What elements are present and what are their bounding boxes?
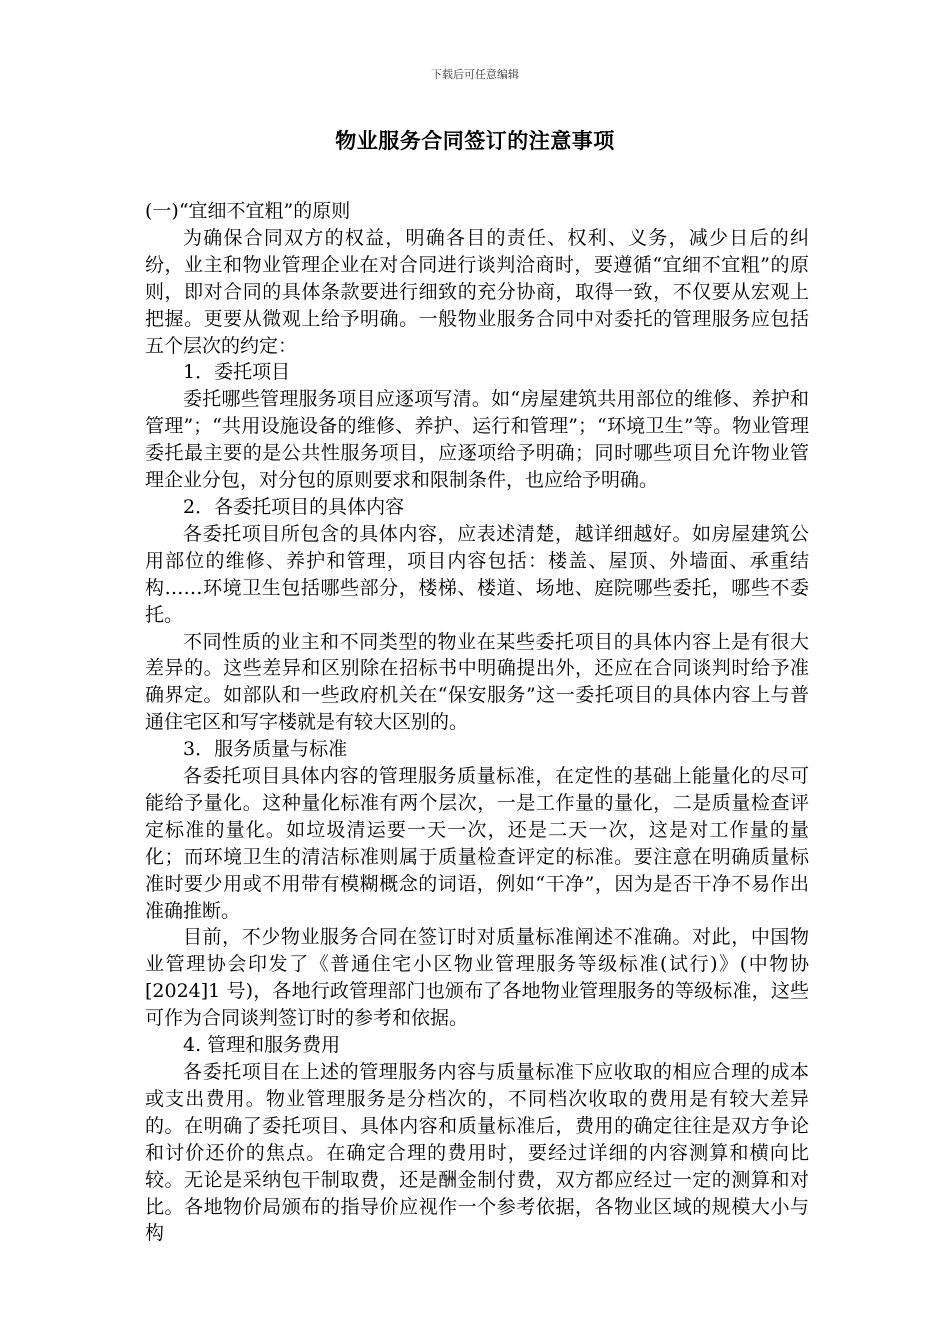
paragraph: 各委托项目所包含的具体内容，应表述清楚，越详细越好。如房屋建筑公用部位的维修、养护和管理，项目内容包括：楼盖、屋顶、外墙面、承重结构……环境卫生包括哪些部分，楼梯、楼道、场地、庭院哪些委托，哪些不委托。 [145,522,809,626]
paragraph: 2．各委托项目的具体内容 [183,495,405,518]
paragraph: 4. 管理和服务费用 [183,1034,341,1057]
paragraph: 目前，不少物业服务合同在签订时对质量标准阐述不准确。对此，中国物业管理协会印发了《普通住宅小区物业管理服务等级标准(试行)》(中物协[2024]1 号)，各地行政管理部门也颁布了各地物业管理服务的等级标准，这些可作为合同谈判签订时的参考和依据。 [145,926,809,1030]
paragraph: (一)“宜细不宜粗”的原则 [145,200,351,222]
paragraph: 各委托项目具体内容的管理服务质量标准，在定性的基础上能量化的尽可能给予量化。这种量化标准有两个层次，一是工作量的量化，二是质量检查评定标准的量化。如垃圾清运要一天一次，还是二天一次，这是对工作量的量化；而环境卫生的清洁标准则属于质量检查评定的标准。要注意在明确质量标准时要少用或不用带有模糊概念的词语，例如“干净”，因为是否干净不易作出准确推断。 [145,765,809,922]
paragraph: 1．委托项目 [183,361,291,384]
page-title: 物业服务合同签订的注意事项 [335,129,615,153]
paragraph: 3．服务质量与标准 [183,738,348,761]
header-note: 下载后可任意编辑 [431,68,519,81]
paragraph: 委托哪些管理服务项目应逐项写清。如“房屋建筑共用部位的维修、养护和管理”；“共用设施设备的维修、养护、运行和管理”；“环境卫生”等。物业管理委托最主要的是公共性服务项目，应逐项给予明确；同时哪些项目允许物业管理企业分包，对分包的原则要求和限制条件，也应给予明确。 [145,388,809,492]
paragraph: 各委托项目在上述的管理服务内容与质量标准下应收取的相应合理的成本或支出费用。物业管理服务是分档次的，不同档次收取的费用是有较大差异的。在明确了委托项目、具体内容和质量标准后，费用的确定往往是双方争论和讨价还价的焦点。在确定合理的费用时，要经过详细的内容测算和横向比较。无论是采纳包干制取费，还是酬金制付费，双方都应经过一定的测算和对比。各地物价局颁布的指导价应视作一个参考依据，各物业区域的规模大小与构 [145,1061,809,1245]
paragraph: 不同性质的业主和不同类型的物业在某些委托项目的具体内容上是有很大差异的。这些差异和区别除在招标书中明确提出外，还应在合同谈判时给予准确界定。如部队和一些政府机关在“保安服务”这一委托项目的具体内容上与普通住宅区和写字楼就是有较大区别的。 [145,630,809,734]
paragraph: 为确保合同双方的权益，明确各目的责任、权利、义务，减少日后的纠纷，业主和物业管理企业在对合同进行谈判洽商时，要遵循“宜细不宜粗”的原则，即对合同的具体条款要进行细致的充分协商，取得一致，不仅要从宏观上把握。更要从微观上给予明确。一般物业服务合同中对委托的管理服务应包括五个层次的约定： [145,226,809,357]
document-body [145,198,809,1247]
